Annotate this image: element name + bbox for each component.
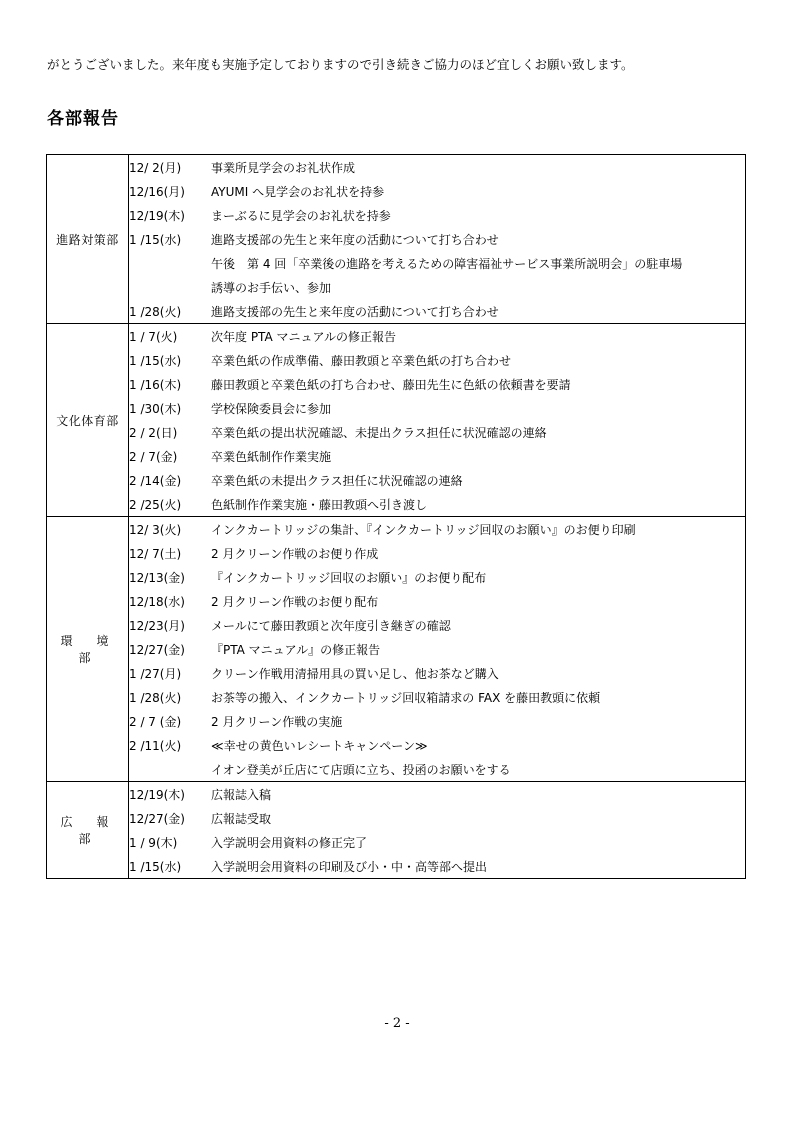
table-row [47, 782, 746, 807]
entry-date: 1 / 9(木) [129, 830, 212, 854]
table-row [47, 733, 746, 757]
entry-text: イオン登美が丘店にて店頭に立ち、投函のお願いをする [211, 757, 746, 782]
table-row [47, 203, 746, 227]
table-row [47, 806, 746, 830]
table-row [47, 251, 746, 275]
department-report-table [46, 154, 746, 879]
department-name: 文化体育部 [47, 324, 129, 517]
section-title: 各部報告 [47, 109, 119, 129]
entry-date: 12/18(水) [129, 589, 212, 613]
table-row [47, 179, 746, 203]
table-row [47, 299, 746, 324]
table-row [47, 613, 746, 637]
entry-text: お茶等の搬入、インクカートリッジ回収箱請求の FAX を藤田教頭に依頼 [211, 685, 746, 709]
entry-date: 2 / 7(金) [129, 444, 212, 468]
entry-date: 12/ 3(火) [129, 517, 212, 542]
table-row [47, 324, 746, 349]
entry-text: 卒業色紙の作成準備、藤田教頭と卒業色紙の打ち合わせ [211, 348, 746, 372]
entry-text: 2 月クリーン作戦のお便り配布 [211, 589, 746, 613]
entry-date: 1 /16(木) [129, 372, 212, 396]
entry-date: 12/27(金) [129, 637, 212, 661]
entry-date: 1 /15(水) [129, 854, 212, 879]
entry-date [129, 251, 212, 275]
entry-date: 12/13(金) [129, 565, 212, 589]
entry-text: 2 月クリーン作戦の実施 [211, 709, 746, 733]
entry-date: 12/16(月) [129, 179, 212, 203]
table-row [47, 565, 746, 589]
entry-text: 入学説明会用資料の印刷及び小・中・高等部へ提出 [211, 854, 746, 879]
department-name: 環 境 部 [47, 517, 129, 782]
entry-date: 1 /27(月) [129, 661, 212, 685]
entry-text: 進路支援部の先生と来年度の活動について打ち合わせ [211, 299, 746, 324]
entry-text: メールにて藤田教頭と次年度引き継ぎの確認 [211, 613, 746, 637]
table-row [47, 541, 746, 565]
entry-text: 卒業色紙の提出状況確認、未提出クラス担任に状況確認の連絡 [211, 420, 746, 444]
table-row [47, 830, 746, 854]
entry-text: 午後 第 4 回「卒業後の進路を考えるための障害福祉サービス事業所説明会」の駐車場 [211, 251, 746, 275]
entry-date: 2 /25(火) [129, 492, 212, 517]
entry-date: 12/ 2(月) [129, 155, 212, 180]
table-row [47, 757, 746, 782]
entry-text: クリーン作戦用清掃用具の買い足し、他お茶など購入 [211, 661, 746, 685]
entry-text: 2 月クリーン作戦のお便り作成 [211, 541, 746, 565]
page-number: - 2 - [384, 1016, 410, 1031]
table-row [47, 468, 746, 492]
table-row [47, 444, 746, 468]
entry-text: 誘導のお手伝い、参加 [211, 275, 746, 299]
table-row [47, 372, 746, 396]
entry-text: 広報誌受取 [211, 806, 746, 830]
table-row [47, 396, 746, 420]
table-row [47, 589, 746, 613]
entry-date [129, 275, 212, 299]
entry-date: 2 / 7 (金) [129, 709, 212, 733]
entry-date: 2 / 2(日) [129, 420, 212, 444]
entry-date: 1 /15(水) [129, 227, 212, 251]
table-row [47, 685, 746, 709]
entry-text: まーぶるに見学会のお礼状を持参 [211, 203, 746, 227]
entry-text: AYUMI へ見学会のお礼状を持参 [211, 179, 746, 203]
department-name: 進路対策部 [47, 155, 129, 324]
entry-text: 藤田教頭と卒業色紙の打ち合わせ、藤田先生に色紙の依頼書を要請 [211, 372, 746, 396]
entry-text: 卒業色紙制作作業実施 [211, 444, 746, 468]
entry-text: 『PTA マニュアル』の修正報告 [211, 637, 746, 661]
entry-date: 12/19(木) [129, 782, 212, 807]
entry-date: 12/23(月) [129, 613, 212, 637]
table-row [47, 275, 746, 299]
entry-date: 1 /28(火) [129, 299, 212, 324]
entry-date: 12/19(木) [129, 203, 212, 227]
table-row [47, 155, 746, 180]
entry-text: 『インクカートリッジ回収のお願い』のお便り配布 [211, 565, 746, 589]
entry-text: ≪幸せの黄色いレシートキャンペーン≫ [211, 733, 746, 757]
entry-date: 12/ 7(土) [129, 541, 212, 565]
entry-text: 色紙制作作業実施・藤田教頭へ引き渡し [211, 492, 746, 517]
table-row [47, 420, 746, 444]
entry-date: 1 /15(水) [129, 348, 212, 372]
table-row [47, 637, 746, 661]
entry-date: 1 / 7(火) [129, 324, 212, 349]
entry-text: 次年度 PTA マニュアルの修正報告 [211, 324, 746, 349]
entry-date: 1 /28(火) [129, 685, 212, 709]
entry-text: 学校保険委員会に参加 [211, 396, 746, 420]
intro-text: がとうございました。来年度も実施予定しておりますので引き続きご協力のほど宜しくお願い致します。 [47, 57, 634, 72]
entry-text: 広報誌入稿 [211, 782, 746, 807]
entry-text: 事業所見学会のお礼状作成 [211, 155, 746, 180]
table-row [47, 517, 746, 542]
entry-text: 入学説明会用資料の修正完了 [211, 830, 746, 854]
table-row [47, 227, 746, 251]
entry-text: 進路支援部の先生と来年度の活動について打ち合わせ [211, 227, 746, 251]
entry-date: 2 /11(火) [129, 733, 212, 757]
entry-text: インクカートリッジの集計、『インクカートリッジ回収のお願い』のお便り印刷 [211, 517, 746, 542]
entry-date: 12/27(金) [129, 806, 212, 830]
table-row [47, 492, 746, 517]
table-row [47, 348, 746, 372]
table-row [47, 661, 746, 685]
entry-text: 卒業色紙の未提出クラス担任に状況確認の連絡 [211, 468, 746, 492]
entry-date: 2 /14(金) [129, 468, 212, 492]
table-row [47, 854, 746, 879]
entry-date [129, 757, 212, 782]
entry-date: 1 /30(木) [129, 396, 212, 420]
table-row [47, 709, 746, 733]
department-name: 広 報 部 [47, 782, 129, 879]
